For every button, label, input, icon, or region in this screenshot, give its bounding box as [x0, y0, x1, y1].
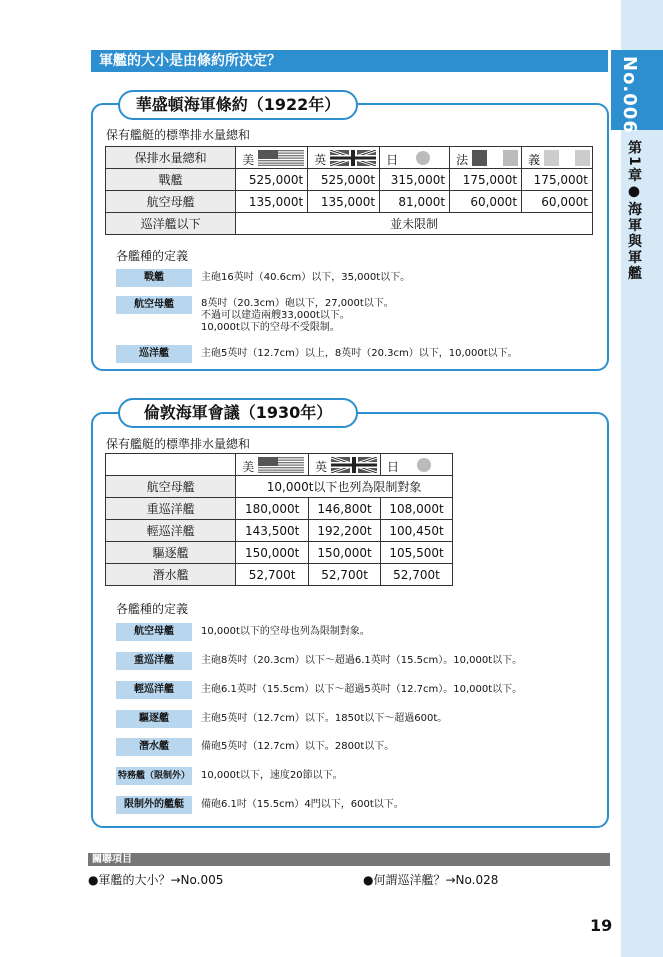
london-def-title: 各艦種的定義 [116, 602, 189, 616]
def-tag-destroyer: 驅逐艦 [116, 710, 192, 728]
def-tag-light-cruiser: 輕巡洋艦 [116, 681, 192, 699]
def-text: 主砲5英吋（12.7cm）以上，8英吋（20.3cm）以下，10,000t以下。 [201, 348, 518, 359]
table-row: 重巡洋艦 180,000t 146,800t 108,000t [106, 498, 453, 520]
london-table [105, 453, 453, 586]
washington-subtitle: 保有艦艇的標準排水量總和 [106, 128, 251, 142]
chapter-label: 第1章●海軍與軍艦 [626, 140, 642, 282]
section-header: 軍艦的大小是由條約所決定？ [91, 50, 608, 72]
page-number: 19 [590, 916, 613, 935]
country-japan: 日 [381, 454, 453, 476]
def-tag-carrier: 航空母艦 [116, 623, 192, 641]
table-row: 潛水艦 52,700t 52,700t 52,700t [106, 564, 453, 586]
france-flag-icon [472, 150, 518, 166]
empty-header [106, 454, 236, 476]
item-number: No.006 [619, 56, 640, 134]
def-tag-submarine: 潛水艦 [116, 738, 192, 756]
header-label: 保排水量總和 [106, 147, 236, 169]
table-row: 航空母艦 10,000t以下也列為限制對象 [106, 476, 453, 498]
related-link-no028[interactable]: ●何謂巡洋艦？→No.028 [363, 873, 499, 887]
london-title: 倫敦海軍會議（1930年） [118, 398, 358, 428]
country-uk: 英 [308, 147, 380, 169]
related-link-no005[interactable]: ●軍艦的大小？→No.005 [88, 873, 224, 887]
usa-flag-icon [258, 457, 304, 473]
def-tag-heavy-cruiser: 重巡洋艦 [116, 652, 192, 670]
country-usa: 美 [236, 454, 309, 476]
table-row: 巡洋艦以下 並未限制 [106, 213, 593, 235]
country-italy: 義 [522, 147, 593, 169]
country-france: 法 [450, 147, 522, 169]
washington-table [105, 146, 593, 235]
japan-flag-icon [400, 150, 446, 166]
table-row: 驅逐艦 150,000t 150,000t 105,500t [106, 542, 453, 564]
def-text: 主砲5英吋（12.7cm）以下。1850t以下〜超過600t。 [201, 713, 448, 724]
def-tag-exempt-vessels: 限制外的艦艇 [116, 796, 192, 814]
related-items-bar: 關聯項目 [88, 853, 610, 866]
def-tag-special-service: 特務艦（限制外） [116, 767, 192, 785]
def-tag-carrier: 航空母艦 [116, 296, 192, 314]
def-text: 備砲6.1吋（15.5cm）4門以下，600t以下。 [201, 799, 404, 810]
table-row: 輕巡洋艦 143,500t 192,200t 100,450t [106, 520, 453, 542]
country-uk: 英 [309, 454, 381, 476]
country-usa: 美 [236, 147, 308, 169]
def-tag-cruiser: 巡洋艦 [116, 345, 192, 363]
uk-flag-icon [330, 150, 376, 166]
def-text: 備砲5英吋（12.7cm）以下。2800t以下。 [201, 741, 395, 752]
table-row: 戰艦 525,000t 525,000t 315,000t 175,000t 175,000t [106, 169, 593, 191]
def-text: 主砲6.1英吋（15.5cm）以下〜超過5英吋（12.7cm）。10,000t以下。 [201, 684, 523, 695]
italy-flag-icon [544, 150, 590, 166]
def-tag-battleship: 戰艦 [116, 269, 192, 287]
def-text: 主砲16英吋（40.6cm）以下，35,000t以下。 [201, 272, 411, 283]
washington-def-title: 各艦種的定義 [116, 249, 189, 263]
usa-flag-icon [258, 150, 304, 166]
uk-flag-icon [331, 457, 377, 473]
table-row: 航空母艦 135,000t 135,000t 81,000t 60,000t 60,000t [106, 191, 593, 213]
japan-flag-icon [401, 457, 447, 473]
def-text: 10,000t以下，速度20節以下。 [201, 770, 343, 781]
def-text: 8英吋（20.3cm）砲以下，27,000t以下。 不過可以建造兩艘33,000t以下。 10,000t以下的空母不受限制。 [201, 298, 394, 333]
country-japan: 日 [380, 147, 450, 169]
def-text: 10,000t以下的空母也列為限制對象。 [201, 626, 370, 637]
washington-title: 華盛頓海軍條約（1922年） [118, 90, 358, 120]
london-subtitle: 保有艦艇的標準排水量總和 [106, 437, 251, 451]
item-number-tab [611, 50, 663, 134]
def-text: 主砲8英吋（20.3cm）以下〜超過6.1英吋（15.5cm）。10,000t以下。 [201, 655, 523, 666]
